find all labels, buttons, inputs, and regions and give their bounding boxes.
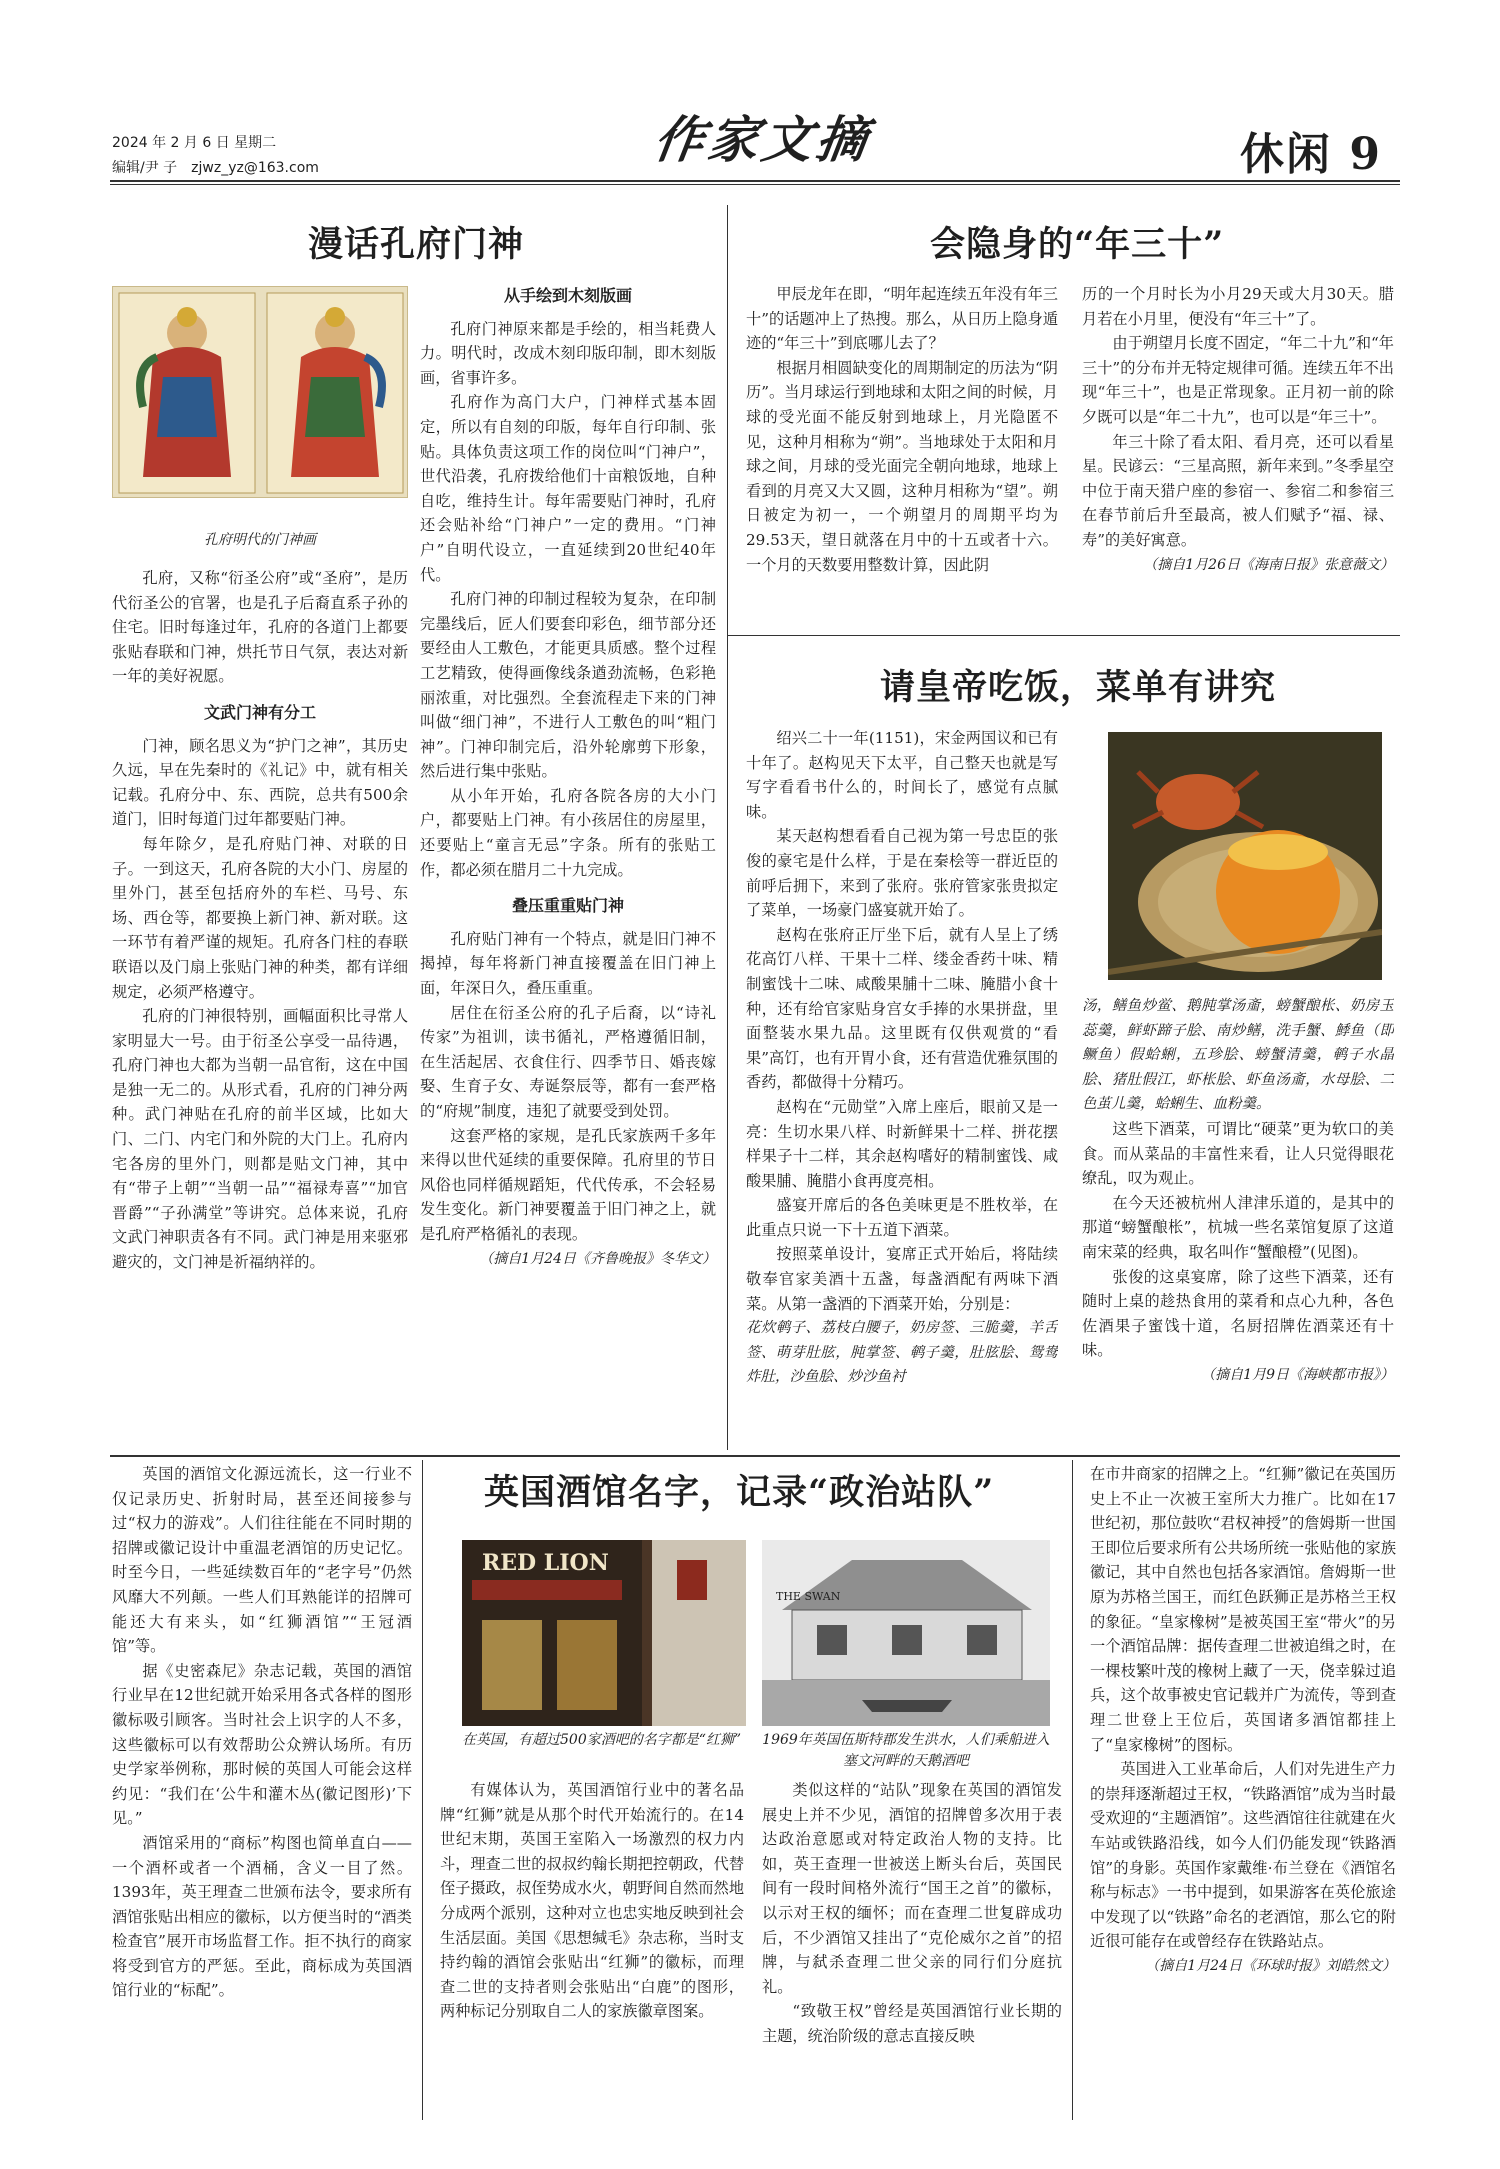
paragraph: 孔府的门神很特别，画幅面积比寻常人家明显大一号。由于衍圣公享受一品待遇，孔府门神也大都为当朝一品官衔，这在中国是独一无二的。从形式看，孔府的门神分两种。武门神贴在孔府的前半区域，比如大门、二门、内宅门和外院的大门上。孔府内宅各房的里外门，则都是贴文门神，其中有“带子上朝”“当朝一品”“福禄寿喜”“加官晋爵”“子孙满堂”等讲究。总体来说，孔府文武门神职责各有不同。武门神是用来驱邪避灾的，文门神是祈福纳祥的。 [112,1007,408,1272]
header-rule-thin [110,184,1400,185]
subheading: 从手绘到木刻版画 [503,286,632,305]
paragraph: 张俊的这桌宴席，除了这些下酒菜，还有随时上桌的趁热食用的菜肴和点心九种，各色佐酒果子蜜饯十道，名厨招牌佐酒菜还有十味。 [1082,1267,1394,1360]
subheading: 文武门神有分工 [203,702,316,722]
swan-pub-flood-photo [762,1540,1050,1726]
paragraph: “致敬王权”曾经是英国酒馆行业长期的主题，统治阶级的意志直接反映 [762,2002,1062,2045]
column-divider [727,205,728,1450]
article-column [440,1778,744,2123]
paragraph: 由于朔望月长度不固定，“年二十九”和“年三十”的分布并无特定规律可循。连续五年不出现“年三十”，也是正常现象。正月初一前的除夕既可以是“年二十九”，也可以是“年三十”。 [1082,334,1394,426]
paragraph: 孔府门神原来都是手绘的，相当耗费人力。明代时，改成木刻印版印制，即木刻版画，省事许多。 [420,319,716,387]
column-divider [422,1460,423,2120]
photo-caption: 1969年英国伍斯特郡发生洪水，人们乘船进入塞文河畔的天鹅酒吧 [762,1732,1050,1769]
source-credit: （摘自1月26日《海南日报》张意薇文） [1143,556,1394,573]
article-divider [110,1455,1400,1457]
paragraph: 某天赵构想看看自己视为第一号忠臣的张俊的豪宅是什么样，于是在秦桧等一群近臣的前呼后拥下，来到了张府。张府管家张贵拟定了菜单，一场豪门盛宴就开始了。 [746,827,1058,920]
paragraph: 孔府，又称“衍圣公府”或“圣府”，是历代衍圣公的官署，也是孔子后裔直系子孙的住宅。旧时每逢过年，孔府的各道门上都要张贴春联和门神，烘托节日气氛，表达对新一年的美好祝愿。 [112,569,408,686]
pub-sign-text: THE SWAN [776,1590,841,1603]
article-title: 英国酒馆名字，记录“政治站队” [484,1472,995,1513]
red-lion-pub-photo [462,1540,746,1726]
photo-caption: 孔府明代的门神画 [204,532,316,548]
article-column [420,284,716,1448]
crab-orange-photo [1108,732,1382,980]
paragraph: 有媒体认为，英国酒馆行业中的著名品牌“红狮”就是从那个时代开始流行的。在14世纪末期，英国王室陷入一场激烈的权力内斗，理查二世的叔叔约翰长期把控朝政，代替侄子摄政，叔侄势成水火，朝野间自然而然地分成两个派别，这种对立也忠实地反映到社会生活层面。美国《思想缄毛》杂志称，当时支持约翰的酒馆会张贴出“红狮”的徽标，而理查二世的支持者则会张贴出“白鹿”的图形，两种标记分别取自二人的家族徽章图案。 [440,1781,744,2021]
issue-date: 2024 年 2 月 6 日 星期二 [112,135,277,151]
paragraph: 英国的酒馆文化源远流长，这一行业不仅记录历史、折射时局，甚至还间接参与过“权力的游戏”。人们往往能在不同时期的招牌或徽记设计中重温老酒馆的历史记忆。时至今日，一些延续数百年的“老字号”仍然风靡大不列颠。一些人们耳熟能详的招牌可能还大有来头，如“红狮酒馆”“王冠酒馆”等。 [112,1465,412,1656]
door-god-painting [112,286,408,498]
paragraph: 孔府作为高门大户，门神样式基本固定，所以有自刻的印版，每年自行印制、张贴。具体负责这项工作的岗位叫“门神户”，世代沿袭，孔府拨给他们十亩粮饭地，自种自吃，维持生计。每年需要贴门神时，孔府还会贴补给“门神户”一定的费用。“门神户”自明代设立，一直延续到20世纪40年代。 [420,393,716,584]
paragraph: 这些下酒菜，可谓比“硬菜”更为软口的美食。而从菜品的丰富性来看，让人只觉得眼花缭乱，叹为观止。 [1082,1119,1394,1188]
editor-contact: 编辑/尹 子 zjwz_yz@163.com [112,160,319,176]
article-divider [727,635,1400,636]
paragraph: 在市井商家的招牌之上。“红狮”徽记在英国历史上不止一次被王室所大力推广。比如在17世纪初，那位鼓吹“君权神授”的詹姆斯一世国王即位后要求所有公共场所统一张贴他的家族徽记，其中自然也包括各家酒馆。詹姆斯一世原为苏格兰国王，而红色跃狮正是苏格兰王权的象征。“皇家橡树”是被英国王室“带火”的另一个酒馆品牌：据传查理二世被追缉之时，在一棵枝繁叶茂的橡树上藏了一天，侥幸躲过追兵，这个故事被史官记载并广为流传，等到查理二世登上王位后，英国诸多酒馆都挂上了“皇家橡树”的图标。 [1090,1465,1396,1754]
article-column [1090,1462,1396,2122]
paragraph: 酒馆采用的“商标”构图也简单直白——一个酒杯或者一个酒桶，含义一目了然。1393年，英王理查二世颁布法令，要求所有酒馆张贴出相应的徽标，以方便当时的“酒类检查官”展开市场监督工作。拒不执行的商家将受到官方的严惩。至此，商标成为英国酒馆行业的“标配”。 [112,1833,412,2000]
paragraph: 居住在衍圣公府的孔子后裔，以“诗礼传家”为祖训，读书循礼，严格遵循旧制，在生活起居、衣食住行、四季节日、婚丧嫁娶、生育子女、寿诞祭辰等，都有一套严格的“府规”制度，违犯了就要受到处罚。 [420,1003,716,1120]
article-column [762,1778,1062,2123]
paragraph: 按照菜单设计，宴席正式开始后，将陆续敬奉官家美酒十五盏，每盏酒配有两味下酒菜。从第一盏酒的下酒菜开始，分别是： [746,1245,1058,1313]
article-column [112,1462,412,2122]
paragraph: 孔府贴门神有一个特点，就是旧门神不揭掉，每年将新门神直接覆盖在旧门神上面，年深日久，叠压重重。 [420,929,716,998]
masthead-logo: 作家文摘 [650,110,875,169]
article-column [1082,282,1394,627]
article-title: 请皇帝吃饭，菜单有讲究 [880,667,1277,708]
paragraph: 孔府门神的印制过程较为复杂，在印制完墨线后，匠人们要套印彩色，细节部分还要经由人工敷色，才能更具质感。整个过程工艺精致，使得画像线条遒劲流畅，色彩艳丽浓重，对比强烈。全套流程走下来的门神叫做“细门神”，不进行人工敷色的叫“粗门神”。门神印制完后，沿外轮廓剪下形象，然后进行集中张贴。 [420,590,716,781]
paragraph: 年三十除了看太阳、看月亮，还可以看星星。民谚云：“三星高照，新年来到。”冬季星空中位于南天猎户座的参宿一、参宿二和参宿三在春节前后升至最高，被人们赋予“福、禄、寿”的美好寓意。 [1082,432,1394,549]
paragraph: 每年除夕，是孔府贴门神、对联的日子。一到这天，孔府各院的大小门、房屋的里外门，甚至包括府外的车栏、马号、东场、西仓等，都要换上新门神、新对联。这一环节有着严谨的规矩。孔府各门柱的春联联语以及门扇上张贴门神的种类，都有详细规定，必须严格遵守。 [112,834,408,1001]
source-credit: （摘自1月24日《环球时报》刘皓然文） [1145,1957,1396,1974]
source-credit: （摘自1月9日《海峡都市报》） [1201,1366,1394,1383]
article-column [746,282,1058,622]
section-title: 休闲 9 [1240,129,1382,180]
article-title: 漫话孔府门神 [308,224,525,265]
paragraph: 门神，顾名思义为“护门之神”，其历史久远，早在先秦时的《礼记》中，就有相关记载。孔府分中、东、西院，总共有500余道门，旧时每道门过年都要贴门神。 [112,736,408,829]
subheading: 叠压重重贴门神 [511,896,624,916]
source-credit: （摘自1月24日《齐鲁晚报》冬华文） [479,1250,716,1267]
paragraph: 这套严格的家规，是孔氏家族两千多年来得以世代延续的重要保障。孔府里的节日风俗也同样循规蹈矩，代代传承，不会轻易发生变化。新门神要覆盖于旧门神之上，就是孔府严格循礼的表现。 [420,1126,716,1243]
paragraph: 类似这样的“站队”现象在英国的酒馆发展史上并不少见，酒馆的招牌曾多次用于表达政治意愿或对特定政治人物的支持。比如，英王查理一世被送上断头台后，英国民间有一段时间格外流行“国王之首”的徽标，以示对王权的缅怀；而在查理二世复辟成功后，不少酒馆又挂出了“克伦威尔之首”的招牌，与弑杀查理二世父亲的同行们分庭抗礼。 [762,1781,1062,1996]
paragraph: 甲辰龙年在即，“明年起连续五年没有年三十”的话题冲上了热搜。那么，从日历上隐身遁迹的“年三十”到底哪儿去了？ [746,285,1058,353]
paragraph: 从小年开始，孔府各院各房的大小门户，都要贴上门神。有小孩居住的房屋里，还要贴上“童言无忌”字条。所有的张贴工作，都必须在腊月二十九完成。 [420,786,716,879]
paragraph: 英国进入工业革命后，人们对先进生产力的崇拜逐渐超过王权，“铁路酒馆”成为当时最受欢迎的“主题酒馆”。这些酒馆往往就建在火车站或铁路沿线，如今人们仍能发现“铁路酒馆”的身影。英国作家戴维·布兰登在《酒馆名称与标志》一书中提到，如果游客在英伦旅途中发现了以“铁路”命名的老酒馆，那么它的附近很可能存在或曾经存在铁路站点。 [1090,1760,1396,1951]
article-column [1082,994,1394,1444]
menu-list: 花炊鹌子、荔枝白腰子，奶房签、三脆羹，羊舌签、萌芽肚胘，肫掌签、鹌子羹，肚胘脍、鸳鸯炸肚，沙鱼脍、炒沙鱼衬 [746,1320,1058,1386]
paragraph: 盛宴开席后的各色美味更是不胜枚举，在此重点只说一下十五道下酒菜。 [746,1196,1058,1239]
paragraph: 绍兴二十一年(1151)，宋金两国议和已有十年了。赵构见天下太平，自己整天也就是写写字看看书什么的，时间长了，感觉有点腻味。 [746,729,1058,821]
paragraph: 据《史密森尼》杂志记载，英国的酒馆行业早在12世纪就开始采用各式各样的图形徽标吸引顾客。当时社会上识字的人不多，这些徽标可以有效帮助公众辨认场所。有历史学家举例称，那时候的英国人可能会这样约见：“我们在‘公牛和灌木丛(徽记图形)’下见。” [112,1661,412,1828]
photo-caption: 在英国，有超过500家酒吧的名字都是“红狮” [462,1732,742,1748]
column-divider [1072,1460,1073,2120]
paragraph: 根据月相圆缺变化的周期制定的历法为“阴历”。当月球运行到地球和太阳之间的时候，月球的受光面不能反射到地球上，月光隐匿不见，这种月相称为“朔”。当地球处于太阳和月球之间，月球的受光面完全朝向地球，地球上看到的月亮又大又圆，这种月相称为“望”。朔日被定为初一，一个朔望月的周期平均为29.53天，望日就落在月中的十五或者十六。一个月的天数要用整数计算，因此阴 [746,358,1058,574]
paragraph: 赵构在张府正厅坐下后，就有人呈上了绣花高饤八样、干果十二样、缕金香药十味、精制蜜饯十二味、咸酸果脯十二味、腌腊小食十种，还有给官家贴身宫女手捧的水果拼盘，里面整装水果九品。这里既有仅供观赏的“看果”高饤，也有开胃小食，还有营造优雅氛围的香药，都做得十分精巧。 [746,925,1058,1092]
paragraph: 赵构在“元勋堂”入席上座后，眼前又是一亮：生切水果八样、时新鲜果十二样、拼花摆样果子十二样，其余赵构嗜好的精制蜜饯、咸酸果脯、腌腊小食再度亮相。 [746,1097,1058,1190]
paragraph: 在今天还被杭州人津津乐道的，是其中的那道“螃蟹酿枨”，杭城一些名菜馆复原了这道南宋菜的经典，取名叫作“蟹酿橙”(见图)。 [1082,1193,1394,1261]
pub-sign-text: RED LION [482,1550,609,1576]
article-column [746,726,1058,1446]
menu-list: 汤，鳝鱼炒鲎、鹅肫掌汤齑，螃蟹酿枨、奶房玉蕊羹，鲜虾蹄子脍、南炒鳝，洗手蟹、鯚鱼（即鳜鱼）假蛤蜊，五珍脍、螃蟹清羹，鹌子水晶脍、猪肚假江，虾枨脍、虾鱼汤齑，水母脍、二色茧儿羹，蛤蜊生、血粉羹。 [1082,998,1394,1113]
article-title: 会隐身的“年三十” [930,224,1225,265]
article-column [112,566,408,1446]
header-rule [110,180,1400,182]
paragraph: 历的一个月时长为小月29天或大月30天。腊月若在小月里，便没有“年三十”了。 [1082,285,1394,328]
